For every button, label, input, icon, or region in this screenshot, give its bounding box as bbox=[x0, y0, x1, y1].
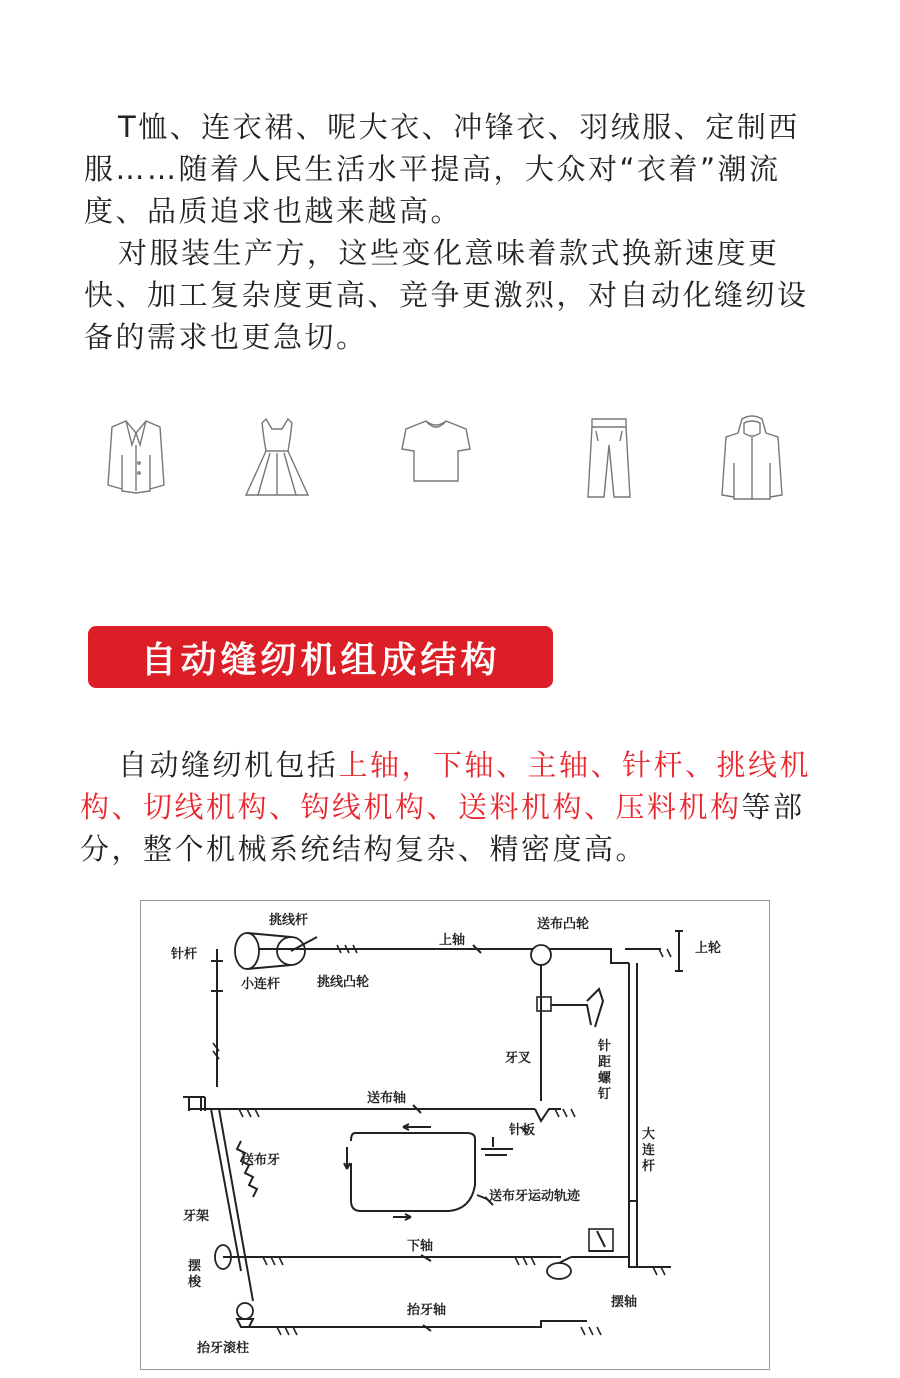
section-title: 自动缝纫机组成结构 bbox=[88, 626, 553, 688]
label-stitch-screw: 针距螺钉 bbox=[597, 1039, 611, 1102]
description-suffix: 等部分，整个机械系统结构复杂、精密度高。 bbox=[80, 790, 805, 866]
intro-text bbox=[84, 106, 824, 358]
label-lift-shaft: 抬牙轴 bbox=[407, 1303, 447, 1318]
description-highlight: 上轴，下轴、主轴、针杆、挑线机构、切线机构、钩线机构、送料机构、压料机构 bbox=[80, 748, 812, 824]
diagram-lines bbox=[141, 901, 769, 1369]
label-small-connecting-rod: 小连杆 bbox=[241, 977, 281, 992]
intro-paragraph-2: 对服装生产方，这些变化意味着款式换新速度更快、加工复杂度更高、竞争更激烈，对自动化缝纫设备的需求也更急切。 bbox=[84, 236, 809, 354]
description-prefix: 自动缝纫机包括 bbox=[118, 748, 339, 782]
dress-icon bbox=[242, 415, 312, 501]
label-upper-wheel: 上轮 bbox=[695, 941, 722, 956]
hooded-jacket-icon bbox=[720, 415, 784, 501]
tshirt-icon bbox=[400, 415, 472, 485]
label-feed-dog: 送布牙 bbox=[241, 1153, 281, 1168]
label-fork: 牙叉 bbox=[505, 1051, 532, 1066]
label-feed-cam: 送布凸轮 bbox=[537, 917, 590, 932]
label-needle-bar: 针杆 bbox=[171, 947, 198, 962]
label-lift-roller: 抬牙滚柱 bbox=[197, 1341, 250, 1356]
label-big-connecting-rod: 大连杆 bbox=[641, 1127, 655, 1174]
label-shuttle: 摆梭 bbox=[187, 1259, 201, 1290]
structure-description bbox=[80, 744, 825, 870]
garment-icons-row bbox=[100, 415, 800, 505]
label-dog-frame: 牙架 bbox=[183, 1209, 210, 1224]
label-feed-dog-track: 送布牙运动轨迹 bbox=[489, 1189, 581, 1204]
label-lower-shaft: 下轴 bbox=[407, 1239, 434, 1254]
sewing-machine-structure-diagram bbox=[140, 900, 770, 1370]
label-feed-shaft: 送布轴 bbox=[367, 1091, 407, 1106]
label-upper-shaft: 上轴 bbox=[439, 933, 466, 948]
suit-jacket-icon bbox=[106, 415, 166, 495]
label-needle-plate: 针板 bbox=[509, 1123, 536, 1138]
intro-paragraph-1: T恤、连衣裙、呢大衣、冲锋衣、羽绒服、定制西服……随着人民生活水平提高，大众对“衣着”潮流度、品质追求也越来越高。 bbox=[84, 110, 800, 228]
label-take-up-lever: 挑线杆 bbox=[269, 913, 309, 928]
pants-icon bbox=[584, 415, 634, 501]
label-take-up-cam: 挑线凸轮 bbox=[317, 975, 370, 990]
label-rock-shaft: 摆轴 bbox=[611, 1295, 638, 1310]
